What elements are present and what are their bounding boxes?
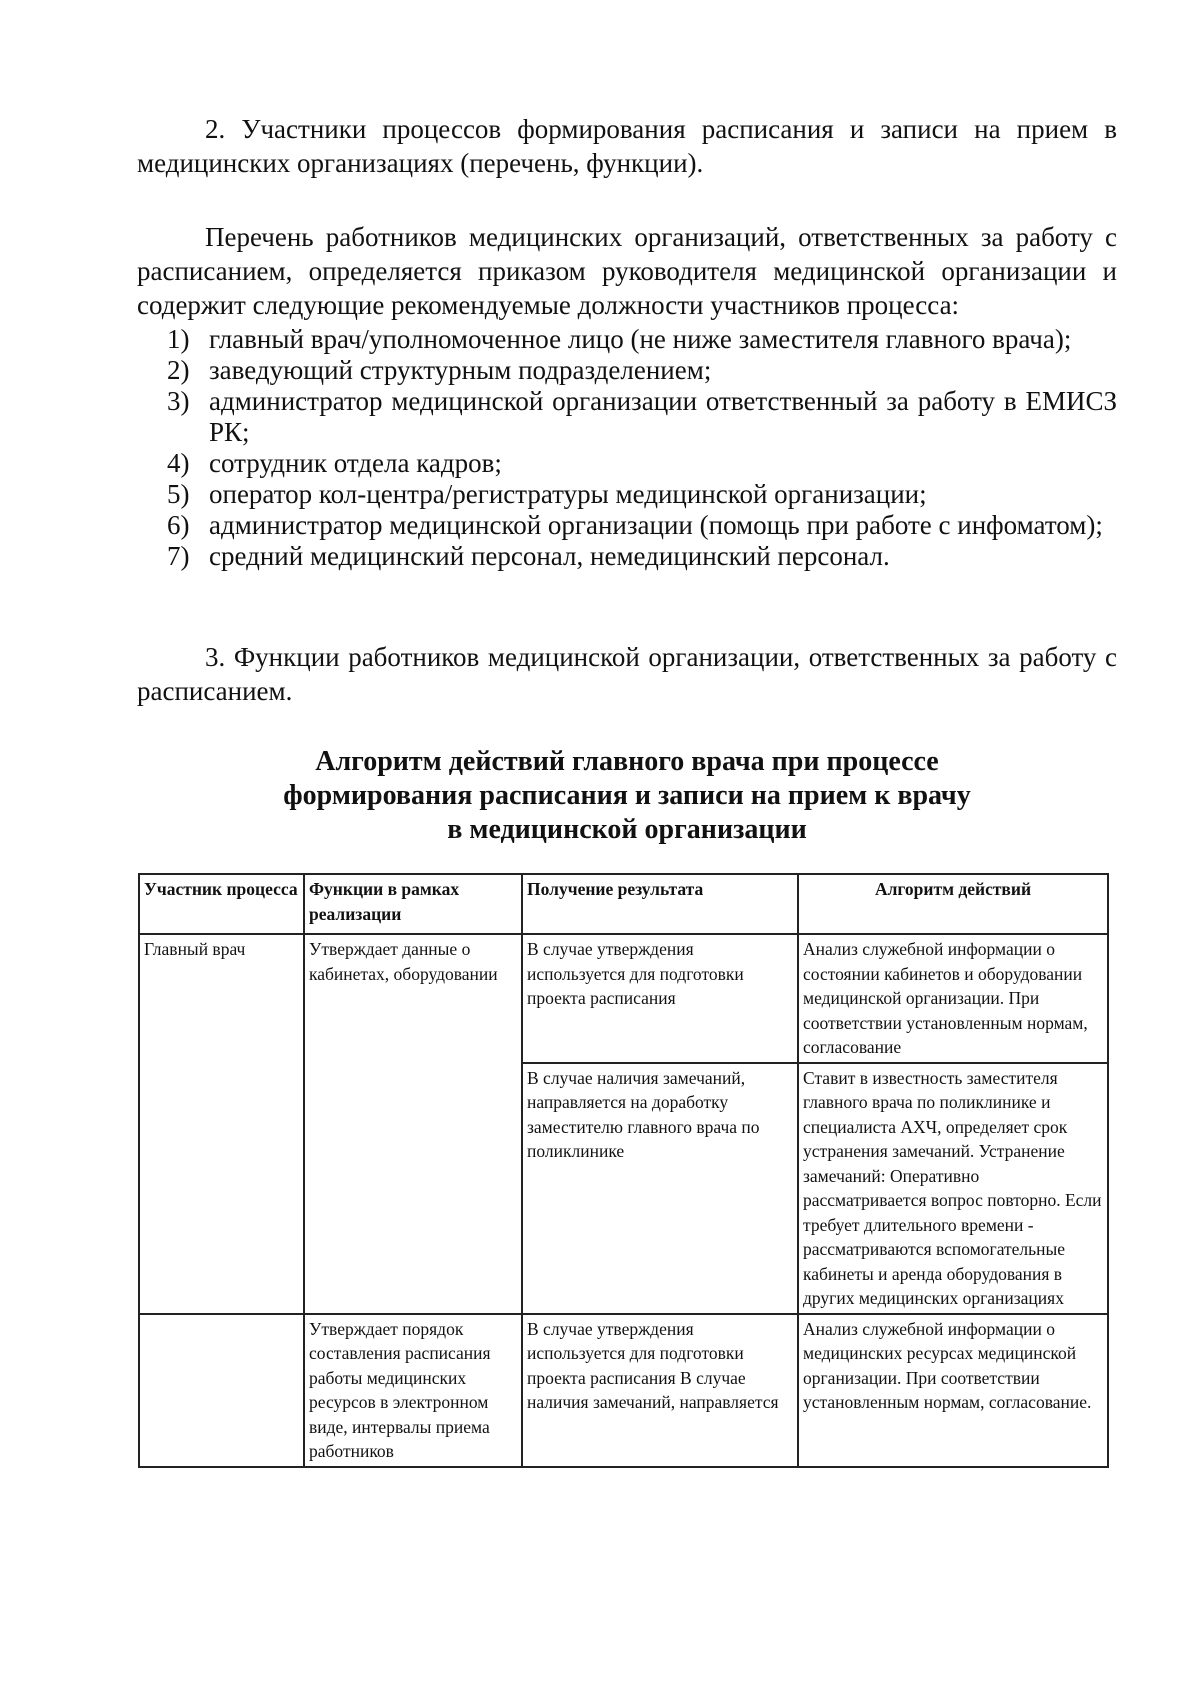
header-participant: Участник процесса: [139, 874, 304, 934]
list-item-text: администратор медицинской организации (помощь при работе с инфоматом);: [209, 510, 1103, 540]
list-item-text: средний медицинский персонал, немедицинский персонал.: [209, 541, 890, 571]
table-title-line: Алгоритм действий главного врача при процессе: [315, 746, 939, 777]
algorithm-table: [138, 873, 1109, 1468]
section-3-text: 3. Функции работников медицинской организации, ответственных за работу с расписанием.: [137, 642, 1117, 706]
cell-participant-continued: [139, 1063, 304, 1314]
table-row: [139, 1314, 1108, 1467]
intro-paragraph: [137, 220, 1117, 322]
list-item-number: 7): [167, 541, 190, 571]
roles-list: [137, 324, 1117, 572]
cell-result: В случае утверждения используется для подготовки проекта расписания В случае наличия замечаний, направляется: [522, 1314, 798, 1467]
list-item-number: 4): [167, 448, 190, 478]
list-item-text: заведующий структурным подразделением;: [209, 355, 712, 385]
cell-algorithm: Ставит в известность заместителя главного врача по поликлинике и специалиста АХЧ, определяет срок устранения замечаний. Устранение замечаний: Оперативно рассматривается вопрос повторно. Если требует длительного времени - рассматриваются вспомогательные кабинеты и аренда оборудования в других медицинских организациях: [798, 1063, 1108, 1314]
table-title-line: формирования расписания и записи на прием к врачу: [283, 780, 971, 811]
cell-result: В случае наличия замечаний, направляется на доработку заместителю главного врача по поликлинике: [522, 1063, 798, 1314]
table-title: [137, 745, 1117, 847]
cell-functions-continued: [304, 1063, 522, 1314]
list-item-number: 1): [167, 324, 190, 354]
header-result: Получение результата: [522, 874, 798, 934]
cell-participant: Главный врач: [139, 934, 304, 1063]
list-item-text: сотрудник отдела кадров;: [209, 448, 502, 478]
table-header-row: [139, 874, 1108, 934]
table-row: [139, 934, 1108, 1063]
list-item: [137, 386, 1117, 448]
list-item: [137, 510, 1117, 541]
section-3-heading: [137, 640, 1117, 708]
list-item-text: оператор кол-центра/регистратуры медицинской организации;: [209, 479, 927, 509]
list-item-number: 6): [167, 510, 190, 540]
table-row: [139, 1063, 1108, 1314]
list-item: [137, 324, 1117, 355]
list-item-number: 5): [167, 479, 190, 509]
list-item: [137, 541, 1117, 572]
list-item-number: 3): [167, 386, 190, 416]
cell-functions: Утверждает порядок составления расписания работы медицинских ресурсов в электронном виде, интервалы приема работников: [304, 1314, 522, 1467]
cell-participant: [139, 1314, 304, 1467]
list-item-text: администратор медицинской организации ответственный за работу в ЕМИСЗ РК;: [209, 386, 1117, 447]
intro-text: Перечень работников медицинских организаций, ответственных за работу с расписанием, определяется приказом руководителя медицинской организации и содержит следующие рекомендуемые должности участников процесса:: [137, 222, 1117, 320]
table-title-line: в медицинской организации: [447, 814, 807, 845]
header-algorithm: Алгоритм действий: [798, 874, 1108, 934]
list-item: [137, 448, 1117, 479]
list-item: [137, 355, 1117, 386]
list-item-number: 2): [167, 355, 190, 385]
cell-functions: Утверждает данные о кабинетах, оборудовании: [304, 934, 522, 1063]
cell-algorithm: Анализ служебной информации о медицинских ресурсах медицинской организации. При соответствии установленным нормам, согласование.: [798, 1314, 1108, 1467]
section-2-text: 2. Участники процессов формирования расписания и записи на прием в медицинских организациях (перечень, функции).: [137, 114, 1117, 178]
cell-algorithm: Анализ служебной информации о состоянии кабинетов и оборудовании медицинской организации. При соответствии установленным нормам, согласование: [798, 934, 1108, 1063]
section-2-heading: [137, 112, 1117, 180]
list-item-text: главный врач/уполномоченное лицо (не ниже заместителя главного врача);: [209, 324, 1072, 354]
list-item: [137, 479, 1117, 510]
cell-result: В случае утверждения используется для подготовки проекта расписания: [522, 934, 798, 1063]
header-functions: Функции в рамках реализации: [304, 874, 522, 934]
